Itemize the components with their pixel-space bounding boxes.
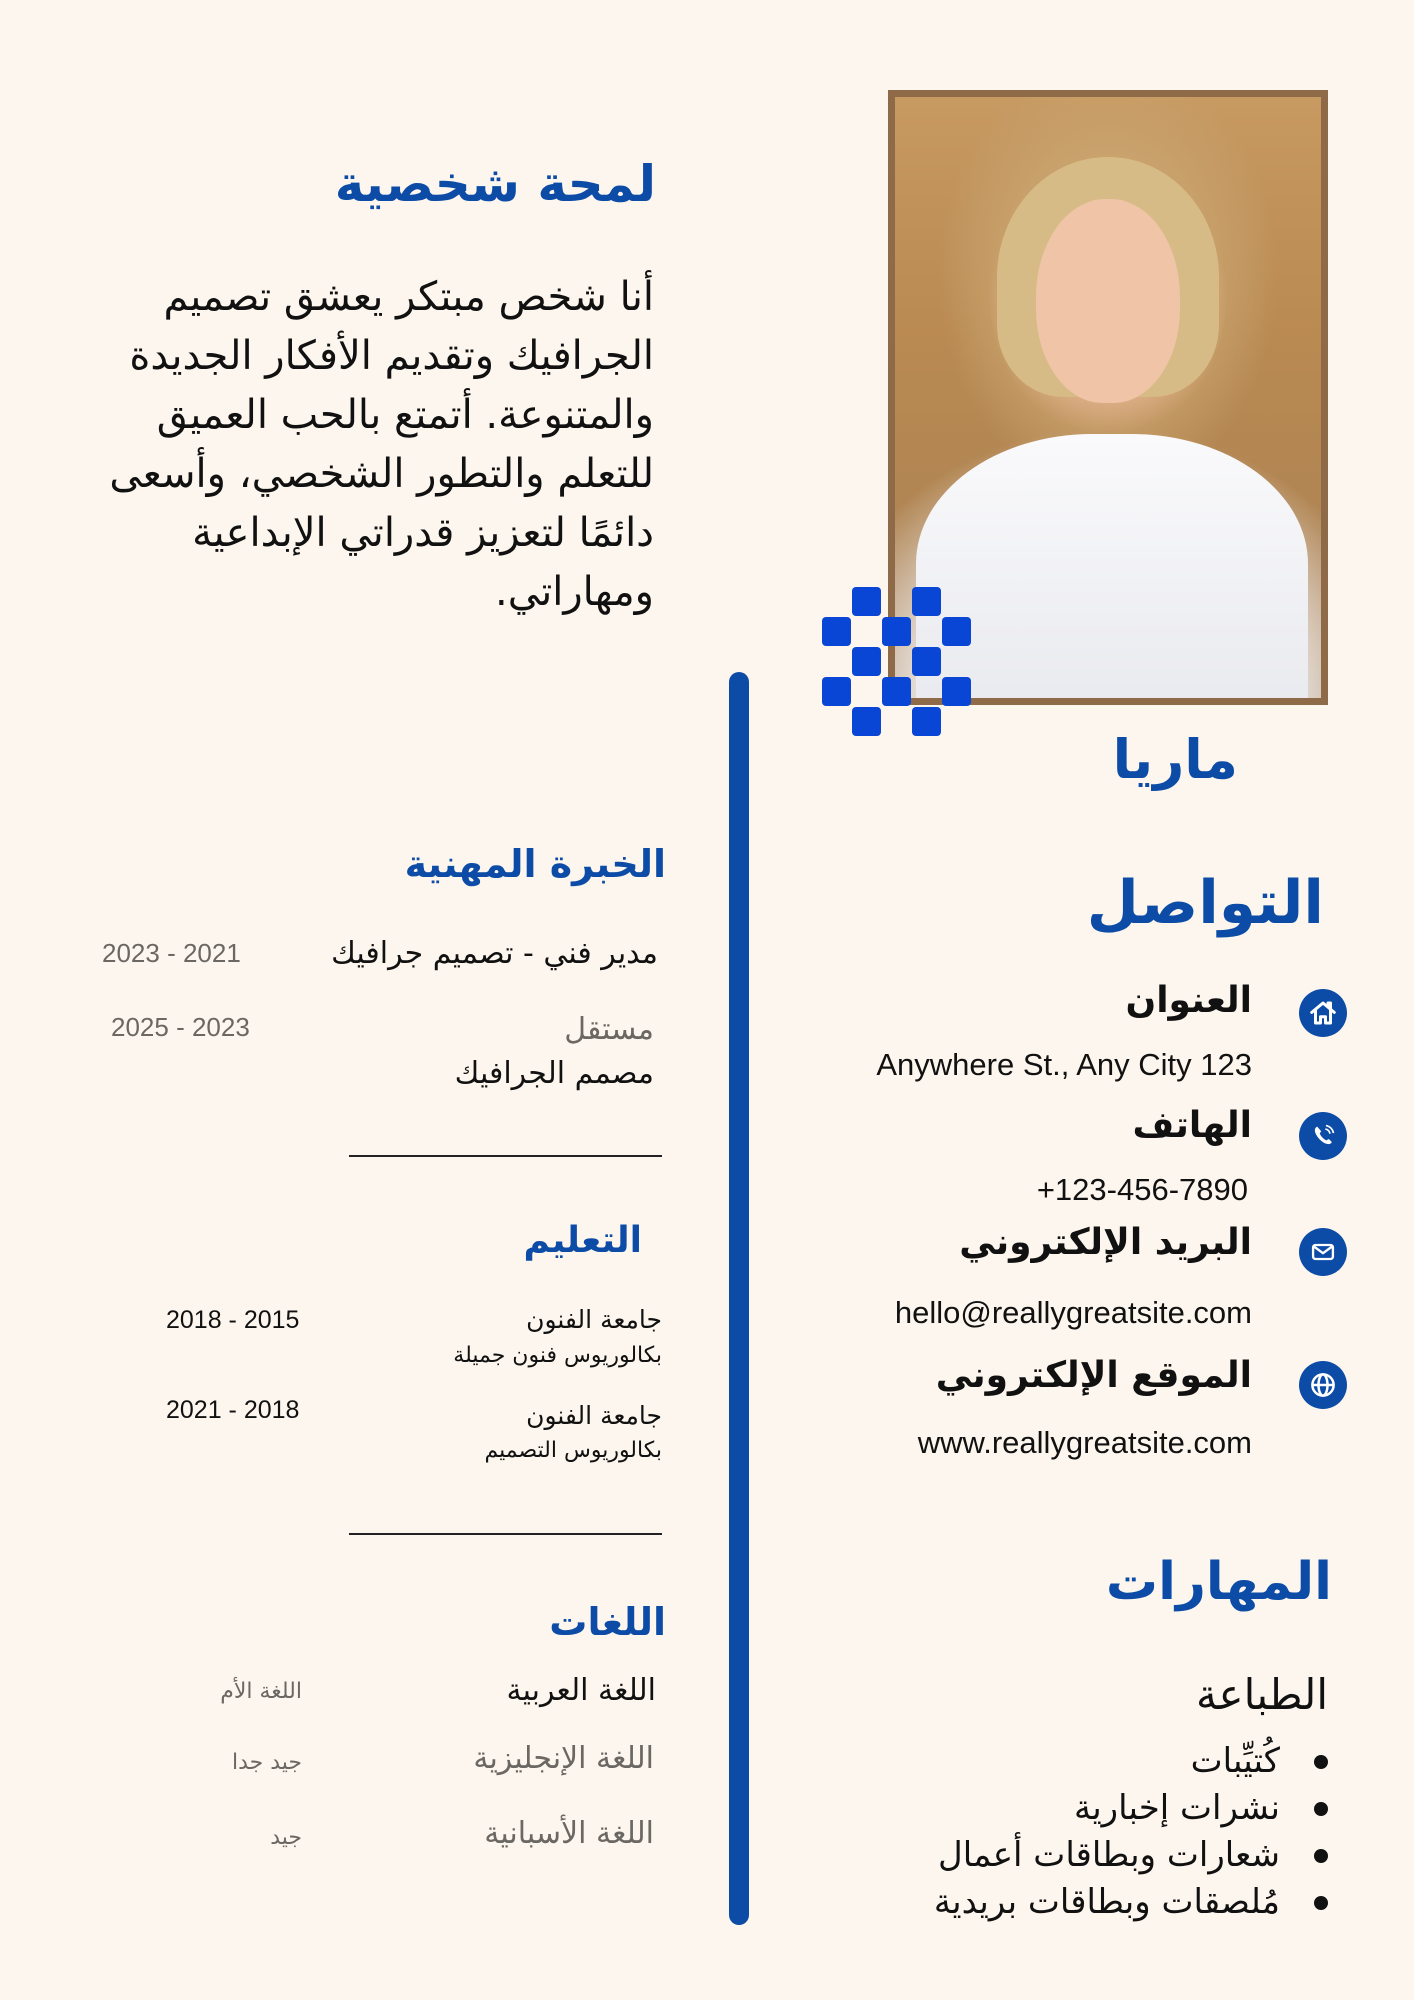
pattern-square [882, 617, 911, 646]
language-name: اللغة الأسبانية [484, 1816, 654, 1851]
skills-list [934, 1738, 1328, 1926]
experience-role-subtitle: مصمم الجرافيك [454, 1056, 654, 1091]
address-value: Anywhere St., Any City 123 [876, 1047, 1252, 1082]
bullet-icon [1314, 1896, 1328, 1910]
profile-heading: لمحة شخصية [334, 155, 656, 213]
profile-summary: أنا شخص مبتكر يعشق تصميم الجرافيك وتقديم الأفكار الجديدة والمتنوعة. أتمتع بالحب العميق للتعلم والتطور الشخصي، وأسعى دائمًا لتعزيز قدراتي الإبداعية ومهاراتي. [109, 274, 654, 615]
skill-item: مُلصقات وبطاقات بريدية [934, 1879, 1328, 1926]
education-school: جامعة الفنون [526, 1305, 662, 1334]
pattern-square [852, 587, 881, 616]
phone-value[interactable]: +123-456-7890 [1036, 1172, 1248, 1207]
contact-heading: التواصل [1086, 868, 1324, 938]
language-name: اللغة العربية [506, 1673, 656, 1708]
language-name: اللغة الإنجليزية [473, 1741, 654, 1776]
languages-heading: اللغات [549, 1600, 666, 1644]
experience-role: مدير فني - تصميم جرافيك [331, 936, 658, 971]
address-label: العنوان [1125, 980, 1252, 1021]
pattern-square [822, 677, 851, 706]
email-icon [1299, 1228, 1347, 1276]
phone-icon [1299, 1112, 1347, 1160]
pattern-square [912, 587, 941, 616]
photo-shirt-shape [916, 434, 1308, 698]
education-school: جامعة الفنون [526, 1401, 662, 1430]
section-divider-line [349, 1533, 662, 1535]
website-value[interactable]: www.reallygreatsite.com [917, 1425, 1252, 1460]
pattern-square [942, 617, 971, 646]
pattern-square [942, 677, 971, 706]
education-heading: التعليم [523, 1220, 642, 1261]
experience-heading: الخبرة المهنية [404, 842, 666, 886]
bullet-icon [1314, 1755, 1328, 1769]
vertical-divider-bar [729, 672, 749, 1925]
language-level: اللغة الأم [220, 1679, 302, 1704]
bullet-icon [1314, 1802, 1328, 1816]
skill-item: نشرات إخبارية [934, 1785, 1328, 1832]
education-degree: بكالوريوس التصميم [484, 1438, 662, 1463]
experience-dates: 2023 - 2021 [102, 938, 241, 968]
experience-dates: 2025 - 2023 [111, 1012, 250, 1042]
website-label: الموقع الإلكتروني [935, 1355, 1252, 1396]
photo-face-shape [1036, 199, 1181, 403]
education-degree: بكالوريوس فنون جميلة [453, 1343, 662, 1368]
pattern-square [882, 677, 911, 706]
skill-item: كُتيِّبات [934, 1738, 1328, 1785]
skills-category-printing: الطباعة [1196, 1670, 1328, 1719]
home-icon [1299, 989, 1347, 1037]
pattern-square [822, 617, 851, 646]
email-value[interactable]: hello@reallygreatsite.com [894, 1295, 1252, 1330]
section-divider-line [349, 1155, 662, 1157]
skill-item: شعارات وبطاقات أعمال [934, 1832, 1328, 1879]
phone-label: الهاتف [1132, 1105, 1252, 1146]
language-level: جيد [270, 1825, 302, 1850]
email-label: البريد الإلكتروني [959, 1222, 1252, 1263]
pattern-square [912, 707, 941, 736]
pattern-square [852, 647, 881, 676]
language-level: جيد جدا [231, 1750, 302, 1775]
pixel-pattern-decoration [822, 587, 972, 737]
pattern-square [852, 707, 881, 736]
globe-icon [1299, 1361, 1347, 1409]
skills-heading: المهارات [1105, 1552, 1332, 1612]
pattern-square [912, 647, 941, 676]
education-dates: 2021 - 2018 [166, 1396, 300, 1424]
bullet-icon [1314, 1849, 1328, 1863]
person-name: ماريا [1112, 728, 1238, 791]
experience-role: مستقل [564, 1012, 654, 1047]
education-dates: 2018 - 2015 [166, 1306, 300, 1334]
